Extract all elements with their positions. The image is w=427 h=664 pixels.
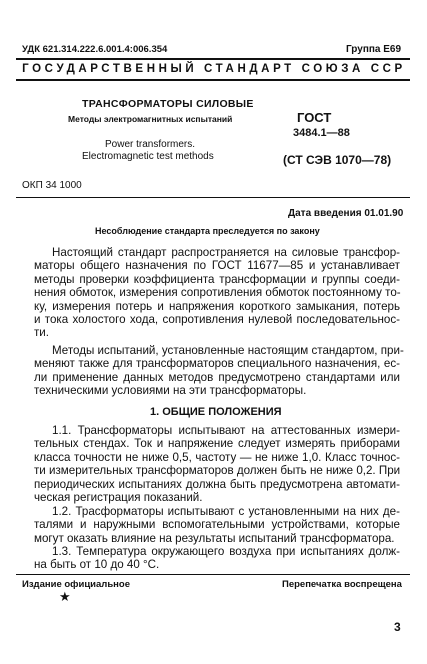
section-paragraph-1-2 xyxy=(34,505,400,545)
paragraph-line: 1.1. Трансформаторы испытывают на аттестованных измери- xyxy=(52,424,400,437)
okp-rule xyxy=(16,197,410,198)
title-ru: ТРАНСФОРМАТОРЫ СИЛОВЫЕ xyxy=(82,98,254,110)
paragraph-line: могут оказать влияние на результаты испытаний трансформатора. xyxy=(34,531,395,545)
page-number: 3 xyxy=(394,620,401,634)
paragraph-line: Методы испытаний, установленные настоящим стандартом, при- xyxy=(52,344,404,357)
section-paragraph-1-1 xyxy=(34,424,400,504)
official-edition-label: Издание официальное xyxy=(22,579,130,590)
intro-paragraph-1 xyxy=(34,246,400,340)
paragraph-line: ческая регистрация показаний. xyxy=(34,491,203,505)
intro-date: Дата введения 01.01.90 xyxy=(288,208,404,219)
okp-code: ОКП 34 1000 xyxy=(22,180,82,191)
paragraph-line: ти. xyxy=(34,326,50,340)
paragraph-line: талями и наружными вспомогательными устройствами, которые xyxy=(34,518,400,532)
paragraph-line: ти измерительных трансформаторов должен быть не ниже 0,2. При xyxy=(34,464,401,478)
header-rule-top xyxy=(16,58,410,60)
paragraph-line: ли применение данных методов предусмотрено стандартами или xyxy=(34,370,400,384)
paragraph-line: Настоящий стандарт распространяется на силовые трансфор- xyxy=(52,246,400,259)
subtitle-ru: Методы электромагнитных испытаний xyxy=(68,114,233,124)
udk-code: УДК 621.314.222.6.001.4:006.354 xyxy=(22,44,168,55)
reprint-notice: Перепечатка воспрещена xyxy=(282,579,402,590)
gost-label: ГОСТ xyxy=(297,110,332,125)
paragraph-line: класса точности не ниже 0,5, частоту — не ниже 1,0. Класс точнос- xyxy=(34,450,400,464)
paragraph-line: 1.3. Температура окружающего воздуха при испытаниях долж- xyxy=(52,545,400,558)
section-paragraph-1-3 xyxy=(34,545,400,572)
footer-rule xyxy=(16,574,410,575)
paragraph-line: ку, измерения потерь и напряжения короткого замыкания, потерь xyxy=(34,299,400,313)
paragraph-line: 1.2. Трасформаторы испытывают с установленными на них де- xyxy=(52,505,400,518)
star-icon: ★ xyxy=(59,590,71,605)
paragraph-line: маторы общего назначения по ГОСТ 11677—85 и устанавливает xyxy=(34,259,400,273)
section-heading: 1. ОБЩИЕ ПОЛОЖЕНИЯ xyxy=(150,406,282,418)
paragraph-line: техническими условиями на эти трансформаторы. xyxy=(34,384,307,398)
paragraph-line: тельных стендах. Ток и напряжение следует измерять приборами xyxy=(34,437,400,451)
title-en-1: Power transformers. xyxy=(105,139,196,150)
group-label: Группа Е69 xyxy=(346,44,402,55)
title-en-2: Electromagnetic test methods xyxy=(82,151,214,162)
paragraph-line: методы проверки коэффициента трансформации и группы соеди- xyxy=(34,272,400,286)
gost-number: 3484.1—88 xyxy=(293,127,350,139)
paragraph-line: меняют также для трансформаторов специального назначения, ес- xyxy=(34,357,400,371)
standard-banner: ГОСУДАРСТВЕННЫЙ СТАНДАРТ СОЮЗА ССР xyxy=(22,63,406,75)
paragraph-line: нения обмоток, измерения сопротивления обмоток постоянному то- xyxy=(34,286,401,300)
st-sev-number: (СТ СЭВ 1070—78) xyxy=(283,153,392,167)
paragraph-line: и тока холостого хода, сопротивления нулевой последовательнос- xyxy=(34,313,400,327)
intro-paragraph-2 xyxy=(34,344,404,398)
legal-notice: Несоблюдение стандарта преследуется по закону xyxy=(95,226,320,236)
paragraph-line: периодических испытаниях должна быть предусмотрена автомати- xyxy=(34,477,400,491)
header-rule-bottom xyxy=(16,79,410,81)
paragraph-line: на быть от 10 до 40 °С. xyxy=(34,558,160,572)
